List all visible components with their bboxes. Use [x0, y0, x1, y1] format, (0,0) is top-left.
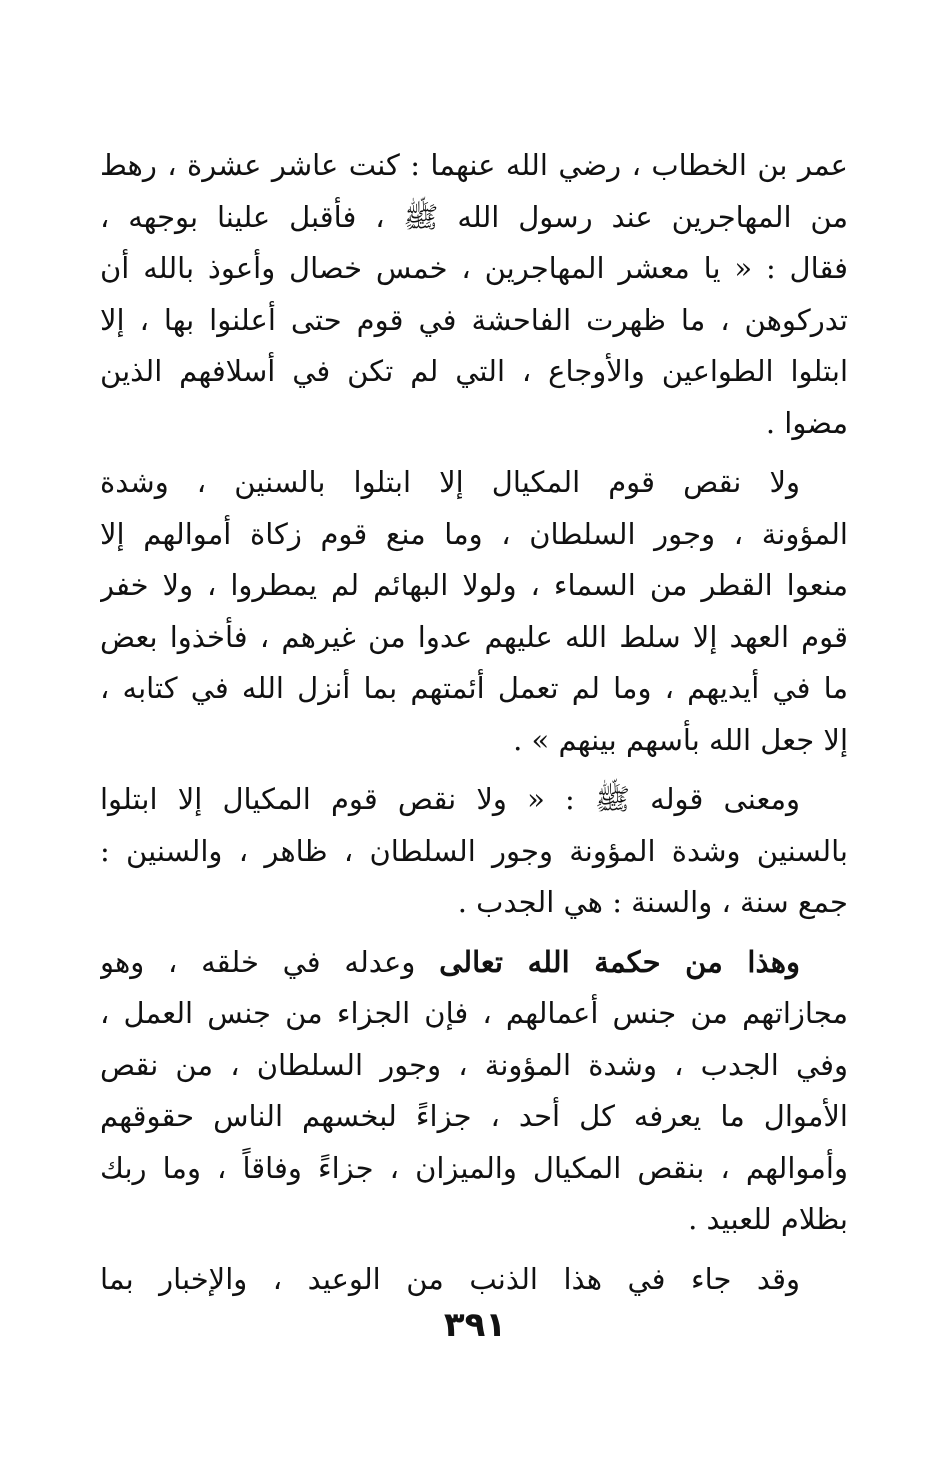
- text-line: عمر بن الخطاب ، رضي الله عنهما : كنت عاشر عشرة ، رهط: [100, 148, 848, 182]
- text-line: مضوا .: [765, 405, 848, 440]
- text-line: إلا جعل الله بأسهم بينهم » .: [513, 722, 848, 757]
- text-line: ابتلوا الطواعين والأوجاع ، التي لم تكن في أسلافهم الذين: [100, 354, 848, 388]
- text-line: ولا نقص قوم المكيال إلا ابتلوا بالسنين ، وشدة: [100, 465, 800, 499]
- body-text: [100, 140, 848, 1305]
- text-line: وفي الجدب ، وشدة المؤونة ، وجور السلطان ، من نقص: [100, 1047, 848, 1082]
- line-rest-text: وعدله في خلقه ، وهو: [100, 944, 416, 979]
- text-line: [100, 937, 848, 989]
- text-line: الأموال ما يعرفه كل أحد ، جزاءً لبخسهم الناس حقوقهم: [100, 1099, 848, 1133]
- text-line: جمع سنة ، والسنة : هي الجدب .: [457, 885, 848, 919]
- text-line: فقال : « يا معشر المهاجرين ، خمس خصال وأعوذ بالله أن: [100, 251, 848, 285]
- text-line: مجازاتهم من جنس أعمالهم ، فإن الجزاء من جنس العمل ،: [100, 996, 848, 1030]
- page-number: ٣٩١: [443, 1305, 507, 1345]
- text-line: قوم العهد إلا سلط الله عليهم عدوا من غيرهم ، فأخذوا بعض: [100, 619, 848, 654]
- text-line: وقد جاء في هذا الذنب من الوعيد ، والإخبار بما: [100, 1261, 800, 1296]
- bold-lead-text: وهذا من حكمة الله تعالى: [439, 944, 800, 979]
- text-line: تدركوهن ، ما ظهرت الفاحشة في قوم حتى أعلنوا بها ، إلا: [100, 302, 848, 337]
- text-line: بالسنين وشدة المؤونة وجور السلطان ، ظاهر ، والسنين :: [100, 833, 848, 868]
- text-line: منعوا القطر من السماء ، ولولا البهائم لم يمطروا ، ولا خفر: [100, 568, 848, 602]
- text-line: من المهاجرين عند رسول الله ﷺ ، فأقبل علينا بوجهه ،: [100, 199, 848, 234]
- text-line: المؤونة ، وجور السلطان ، وما منع قوم زكاة أموالهم إلا: [100, 516, 848, 551]
- text-line: ومعنى قوله ﷺ : « ولا نقص قوم المكيال إلا ابتلوا: [100, 782, 800, 816]
- text-line: ما في أيديهم ، وما لم تعمل أئمتهم بما أنزل الله في كتابه ،: [100, 671, 848, 705]
- text-line: وأموالهم ، بنقص المكيال والميزان ، جزاءً وفاقاً ، وما ربك: [100, 1150, 848, 1185]
- text-line: بظلام للعبيد .: [688, 1202, 848, 1236]
